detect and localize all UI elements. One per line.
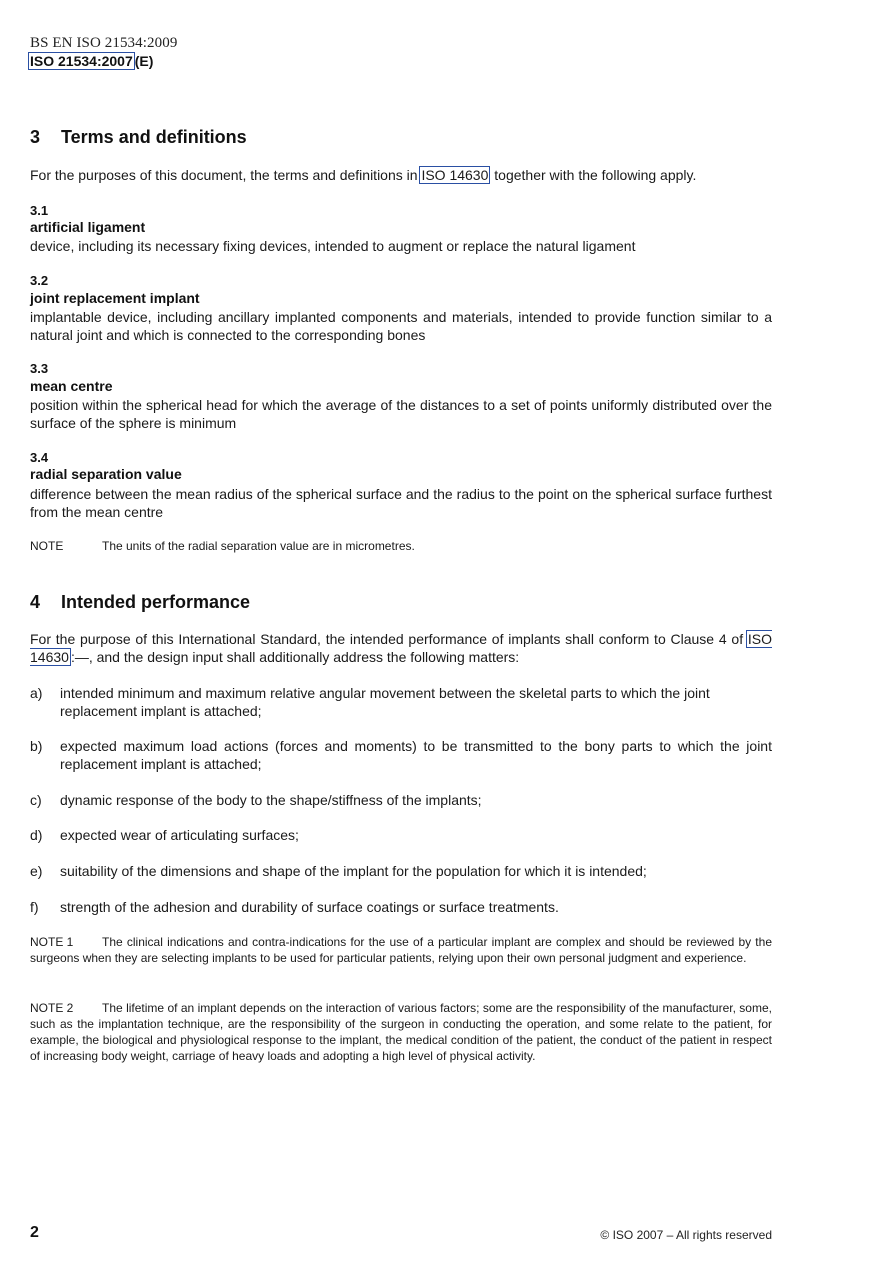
intro-text-post: together with the following apply. — [490, 167, 697, 183]
list-marker: b) — [30, 738, 43, 754]
term-definition: device, including its necessary fixing devices, intended to augment or replace the natural ligament — [30, 238, 636, 254]
iso-14630-link[interactable]: ISO 14630 — [421, 167, 489, 183]
list-item — [30, 826, 772, 844]
list-marker: d) — [30, 827, 43, 843]
note-label: NOTE — [30, 539, 64, 553]
term-name: joint replacement implant — [30, 290, 200, 306]
list-item — [30, 862, 772, 880]
note-1 — [30, 934, 772, 966]
intro-text-pre: For the purposes of this document, the terms and definitions in — [30, 167, 422, 183]
term-definition: position within the spherical head for which the average of the distances to a set of points uniformly distributed over the surface of the sphere is minimum — [30, 397, 772, 431]
section-3-number: 3 — [30, 127, 41, 147]
section-4-number: 4 — [30, 592, 41, 612]
term-name: artificial ligament — [30, 219, 146, 235]
list-marker: e) — [30, 863, 43, 879]
intro-text-post: :—, and the design input shall additionally address the following matters: — [70, 649, 520, 665]
iso-21534-link[interactable]: ISO 21534:2007 — [30, 53, 133, 69]
term-definition: difference between the mean radius of the spherical surface and the radius to the point on the spherical surface furthest from the mean centre — [30, 486, 772, 520]
note-text: The units of the radial separation value are in micrometres. — [102, 539, 415, 553]
note-text: The lifetime of an implant depends on the interaction of various factors; some are the responsibility of the manufacturer, some, such as the implantation technique, are the responsibility of the surgeon in conducting the operation, and some relate to the patient, for example, the biological and physiological response to the implant, the medical condition of the patient, the conduct of the patient in respect of increasing body weight, carriage of heavy loads and adopting a high level of physical activity. — [30, 1001, 772, 1063]
list-item — [30, 898, 772, 916]
list-item — [30, 737, 772, 773]
section-3-title: Terms and definitions — [61, 127, 247, 147]
term-number: 3.4 — [30, 450, 49, 465]
list-item — [30, 684, 772, 720]
term-number: 3.1 — [30, 203, 49, 218]
list-text: expected wear of articulating surfaces; — [60, 827, 299, 843]
section-4-heading — [30, 592, 250, 613]
note-2 — [30, 1000, 772, 1064]
section-3-intro — [30, 166, 772, 184]
iso-designation — [30, 53, 153, 69]
term-number: 3.3 — [30, 361, 49, 376]
term-name: mean centre — [30, 378, 113, 394]
list-marker: f) — [30, 899, 39, 915]
note-text: The clinical indications and contra-indications for the use of a particular implant are complex and should be reviewed by the surgeons when they are selecting implants to be used for particular patients, relying upon their own personal judgment and experience. — [30, 935, 772, 965]
note-label: NOTE 2 — [30, 1001, 74, 1015]
list-text: strength of the adhesion and durability of surface coatings or surface treatments. — [60, 899, 559, 915]
section-3-heading — [30, 127, 247, 148]
copyright-notice: © ISO 2007 – All rights reserved — [600, 1228, 772, 1242]
list-text: intended minimum and maximum relative angular movement between the skeletal parts to which the joint replacement implant is attached; — [60, 685, 710, 719]
section-4-intro — [30, 630, 772, 666]
note-label: NOTE 1 — [30, 935, 74, 949]
iso-14630-link[interactable]: ISO 14630 — [30, 631, 772, 665]
list-marker: a) — [30, 685, 43, 701]
term-name: radial separation value — [30, 466, 182, 482]
list-marker: c) — [30, 792, 42, 808]
standard-designation: BS EN ISO 21534:2009 — [30, 35, 178, 51]
iso-suffix: (E) — [134, 53, 154, 69]
list-text: dynamic response of the body to the shape/stiffness of the implants; — [60, 792, 482, 808]
section-4-title: Intended performance — [61, 592, 251, 612]
list-text: expected maximum load actions (forces and moments) to be transmitted to the bony parts to which the joint replacement implant is attached; — [60, 738, 772, 772]
note — [30, 538, 772, 554]
list-item — [30, 791, 772, 809]
term-definition: implantable device, including ancillary implanted components and materials, intended to provide function similar to a natural joint and which is connected to the corresponding bones — [30, 309, 772, 343]
term-number: 3.2 — [30, 273, 49, 288]
list-text: suitability of the dimensions and shape of the implant for the population for which it is intended; — [60, 863, 647, 879]
intro-text-pre: For the purpose of this International Standard, the intended performance of implants shall conform to Clause 4 of — [30, 631, 748, 647]
page-number: 2 — [30, 1224, 39, 1241]
